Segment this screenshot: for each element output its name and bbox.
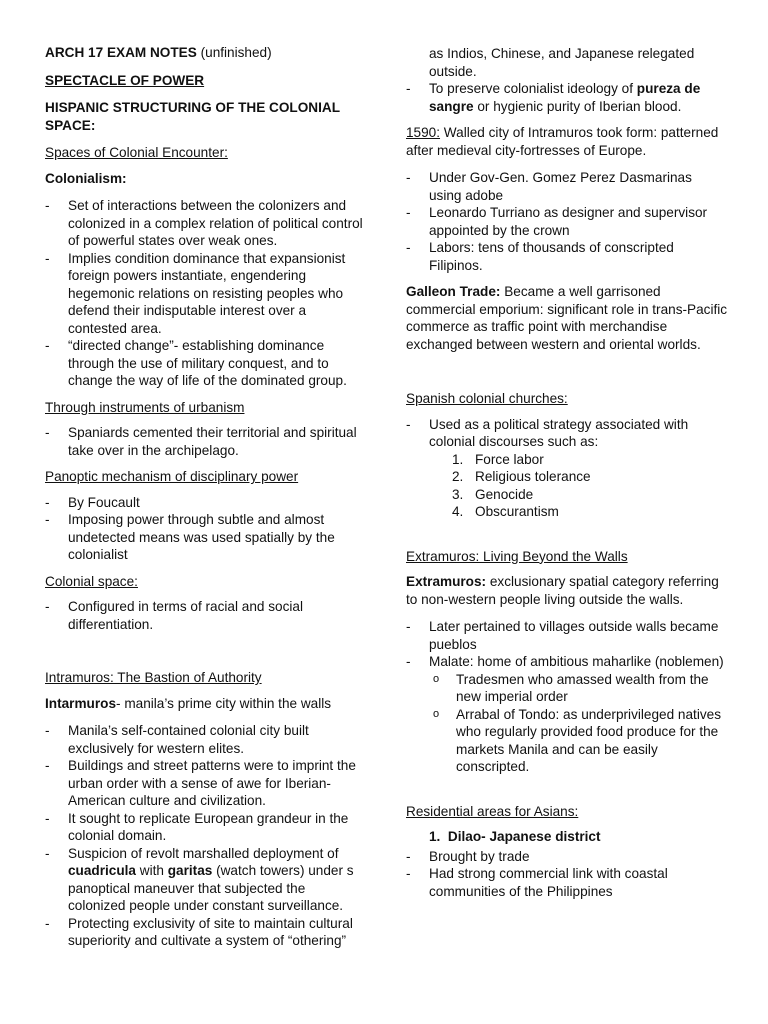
list-item <box>45 845 365 915</box>
walled-list <box>406 169 728 274</box>
list-item: - It sought to replicate European grandeur in the colonial domain. <box>45 810 365 845</box>
list-item: - Buildings and street patterns were to imprint the urban order with a sense of awe for Iberian-American culture and civilization. <box>45 757 365 810</box>
section-title-extramuros: Extramuros: Living Beyond the Walls <box>406 548 628 564</box>
item-text: Dilao- Japanese district <box>447 829 601 844</box>
section-title-spaces: Spaces of Colonial Encounter: <box>45 145 228 160</box>
item-text: Tradesmen who amassed wealth from the new imperial order <box>456 671 709 704</box>
extramuros-definition <box>406 573 728 608</box>
circle-bullet-icon: o <box>433 707 440 720</box>
intramuros-def-text: - manila’s prime city within the walls <box>116 695 332 711</box>
galleon-text: Became a well garrisoned commercial emporium: significant role in trans-Pacific commerce as traffic point with merchandise exchanged between western and oriental worlds. <box>406 284 728 352</box>
text-run: To preserve colonialist ideology of <box>429 81 637 96</box>
section-title-panoptic: Panoptic mechanism of disciplinary power <box>45 469 299 484</box>
walled-city-paragraph <box>406 124 728 159</box>
year-text: Walled city of Intramuros took form: patterned after medieval city-fortresses of Europe. <box>406 125 719 158</box>
list-item: - Manila’s self-contained colonial city built exclusively for western elites. <box>45 722 365 757</box>
list-item: - Labors: tens of thousands of conscripted Filipinos. <box>406 239 728 274</box>
item-number: 4. <box>452 504 464 519</box>
sub-list-item <box>431 706 728 776</box>
text-run: or hygienic purity of Iberian blood. <box>473 98 682 114</box>
item-text: Force labor <box>475 451 544 467</box>
continued-text: as Indios, Chinese, and Japanese relegated outside. <box>429 46 695 79</box>
dilao-heading <box>406 828 728 846</box>
numbered-item <box>452 451 728 469</box>
item-text: Obscurantism <box>475 504 559 519</box>
colonial-space-list <box>45 598 365 633</box>
numbered-item <box>452 503 728 521</box>
left-column <box>45 44 365 959</box>
term-cuadricula: cuadricula <box>68 863 136 878</box>
list-item: - Configured in terms of racial and social differentiation. <box>45 598 365 633</box>
item-number: 1. <box>429 829 441 844</box>
list-item: - Imposing power through subtle and almost undetected means was used spatially by the colonialist <box>45 511 365 564</box>
intramuros-definition <box>45 695 365 713</box>
list-item: - Implies condition dominance that expansionist foreign powers instantiate, engendering hegemonic relations on resisting peoples who defend their indisputable interest over a contested area. <box>45 250 365 338</box>
list-item: - Later pertained to villages outside walls became pueblos <box>406 618 728 653</box>
section-title-colonial-space: Colonial space: <box>45 573 138 589</box>
item-text: Religious tolerance <box>475 469 591 484</box>
intramuros-list <box>45 722 365 950</box>
colonialism-label: Colonialism: <box>45 170 127 186</box>
extramuros-list <box>406 618 728 776</box>
malate-sublist <box>429 671 728 776</box>
list-item: - Brought by trade <box>406 848 728 866</box>
churches-numbered-list <box>406 451 728 521</box>
extramuros-def-text: exclusionary spatial category referring to non-western people living outside the walls. <box>406 574 719 607</box>
text-run: (watch towers) under s panoptical maneuver that subjected the colonized people under constant surveillance. <box>68 863 354 913</box>
doc-title-note: (unfinished) <box>196 45 272 60</box>
extramuros-label: Extramuros: <box>406 574 487 589</box>
item-number: 1. <box>452 451 464 467</box>
list-item: - Protecting exclusivity of site to maintain cultural superiority and cultivate a system of “othering” <box>45 915 365 950</box>
sub-list-item <box>431 671 728 706</box>
list-item <box>406 653 728 776</box>
galleon-paragraph <box>406 283 728 353</box>
list-item: - By Foucault <box>45 494 365 512</box>
heading-spectacle: SPECTACLE OF POWER <box>45 72 205 88</box>
panoptic-list <box>45 494 365 564</box>
heading-hispanic: HISPANIC STRUCTURING OF THE COLONIAL SPACE: <box>45 100 340 133</box>
list-item: - Used as a political strategy associated with colonial discourses such as: <box>406 416 728 451</box>
item-number: 3. <box>452 486 464 502</box>
dilao-list <box>406 848 728 901</box>
galleon-label: Galleon Trade: <box>406 284 501 299</box>
section-title-churches: Spanish colonial churches: <box>406 391 568 406</box>
list-item: - Leonardo Turriano as designer and supervisor appointed by the crown <box>406 204 728 239</box>
section-title-urbanism: Through instruments of urbanism <box>45 399 245 415</box>
doc-title <box>45 44 365 62</box>
list-item: - Under Gov-Gen. Gomez Perez Dasmarinas using adobe <box>406 169 728 204</box>
list-item: - Spaniards cemented their territorial and spiritual take over in the archipelago. <box>45 424 365 459</box>
urbanism-list <box>45 424 365 459</box>
intramuros-label: Intarmuros <box>45 695 117 711</box>
term-pureza: pureza de sangre <box>429 81 701 114</box>
text-run: with <box>136 863 168 878</box>
item-text: Arrabal of Tondo: as underprivileged natives who regularly provided food produce for the markets Manila and can be easily conscripted. <box>456 706 721 774</box>
item-number: 2. <box>452 469 464 484</box>
list-item <box>406 80 728 115</box>
item-text: Genocide <box>475 486 534 502</box>
list-item: - “directed change”- establishing dominance through the use of military conquest, and to change the way of life of the dominated group. <box>45 337 365 390</box>
colonialism-list <box>45 197 365 390</box>
right-column <box>406 45 728 909</box>
list-item: - Had strong commercial link with coastal communities of the Philippines <box>406 865 728 900</box>
term-garitas: garitas <box>167 863 213 878</box>
churches-list <box>406 416 728 451</box>
numbered-item <box>452 486 728 504</box>
section-title-residential: Residential areas for Asians: <box>406 803 579 819</box>
year-label: 1590: <box>406 125 441 140</box>
doc-title-bold: ARCH 17 EXAM NOTES <box>45 45 197 60</box>
continued-list <box>406 45 728 115</box>
numbered-item <box>452 468 728 486</box>
text-run: Malate: home of ambitious maharlike (noblemen) <box>429 654 724 669</box>
list-item: - Set of interactions between the colonizers and colonized in a complex relation of political control of powerful states over weak ones. <box>45 197 365 250</box>
circle-bullet-icon: o <box>433 672 440 685</box>
text-run: Suspicion of revolt marshalled deployment of <box>68 845 339 861</box>
section-title-intramuros: Intramuros: The Bastion of Authority <box>45 670 262 685</box>
